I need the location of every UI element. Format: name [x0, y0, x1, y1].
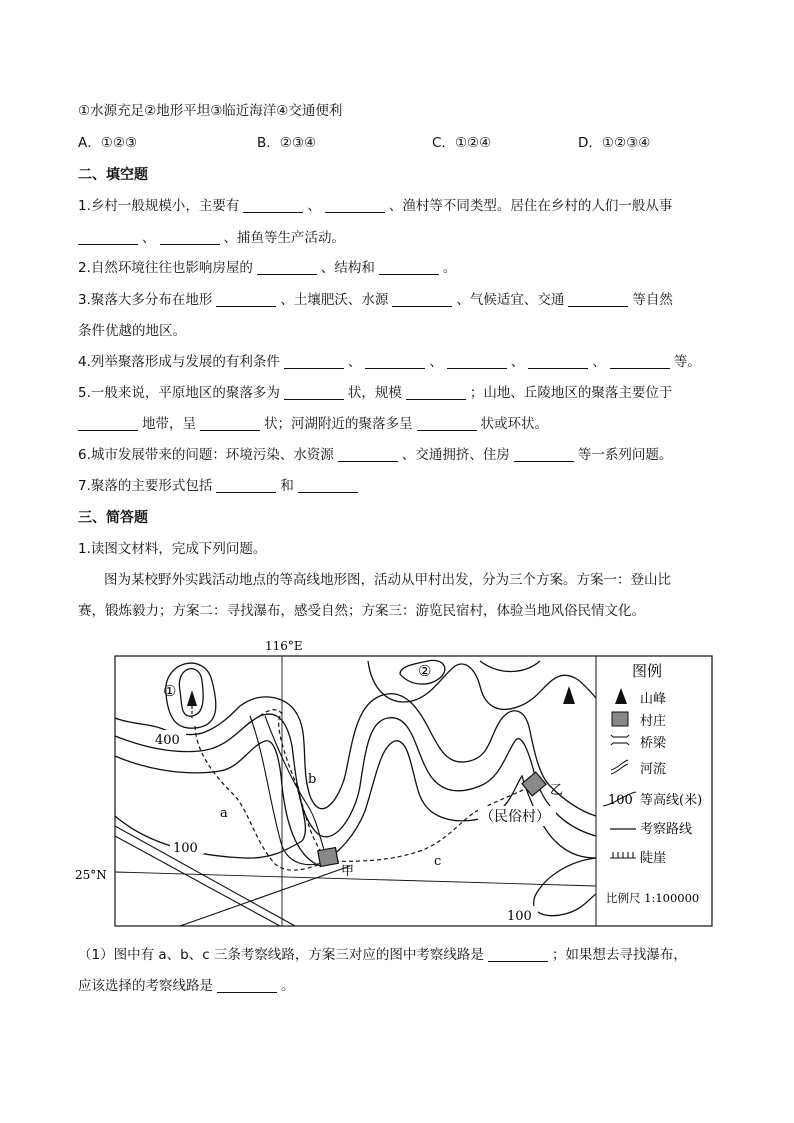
legend-label-contour: 等高线(米)	[640, 793, 703, 808]
answer-blank[interactable]	[417, 416, 477, 431]
answer-blank[interactable]	[284, 354, 344, 369]
legend-label-cliff: 陡崖	[640, 851, 667, 866]
contour-label-100: 100	[173, 841, 198, 856]
answer-blank[interactable]	[78, 416, 138, 431]
village-icon	[612, 712, 628, 726]
minsu-village-label: （民俗村）	[480, 809, 550, 825]
answer-blank[interactable]	[325, 198, 385, 213]
option-d[interactable]	[578, 134, 650, 152]
railway	[115, 826, 350, 926]
longitude-label: 116°E	[265, 639, 303, 653]
option-c[interactable]	[432, 134, 491, 152]
short-q1: 1.读图文材料，完成下列问题。	[78, 541, 267, 557]
option-b[interactable]	[257, 134, 316, 152]
answer-blank[interactable]	[243, 198, 303, 213]
village-label-jia: 甲	[341, 864, 355, 879]
answer-blank[interactable]	[284, 385, 344, 400]
answer-blank[interactable]	[217, 978, 277, 993]
answer-blank[interactable]	[257, 260, 317, 275]
answer-blank[interactable]	[298, 478, 358, 493]
legend-label-route: 考察路线	[640, 822, 693, 837]
peak-icon	[187, 690, 197, 706]
fill-q6: 6.城市发展带来的问题：环境污染、水资源 、交通拥挤、住房 等一系列问题。	[78, 447, 673, 463]
option-text: ①②④	[454, 135, 492, 151]
legend-label-peak: 山峰	[640, 692, 667, 707]
option-letter: B．	[257, 135, 280, 151]
fill-q4: 4.列举聚落形成与发展的有利条件 、 、 、 、 等。	[78, 354, 701, 370]
peak-label-1: ①	[163, 682, 177, 700]
peak-icon	[563, 686, 575, 704]
route-paths	[195, 710, 532, 870]
river-lines	[250, 716, 328, 865]
route-label-b: b	[308, 772, 317, 787]
latitude-label: 25°N	[75, 868, 107, 882]
contour-lines	[115, 660, 596, 915]
answer-blank[interactable]	[447, 354, 507, 369]
option-text: ①②③	[100, 135, 138, 151]
material-para-line1: 图为某校野外实践活动地点的等高线地形图，活动从甲村出发，分为三个方案。方案一：登山比	[104, 572, 671, 588]
sub-question-1-line1: （1）图中有 a、b、c 三条考察线路，方案三对应的图中考察线路是 ；如果想去寻找瀑布，	[78, 947, 687, 963]
legend-title: 图例	[632, 662, 663, 680]
answer-blank[interactable]	[78, 230, 138, 245]
answer-blank[interactable]	[392, 292, 452, 307]
option-letter: D．	[578, 135, 602, 151]
answer-blank[interactable]	[216, 478, 276, 493]
fill-q3-line2: 条件优越的地区。	[78, 323, 186, 339]
route-label-c: c	[434, 854, 442, 869]
fill-q2: 2.自然环境往往也影响房屋的 、结构和 。	[78, 260, 457, 276]
fill-q7: 7.聚落的主要形式包括 和	[78, 477, 362, 495]
option-a[interactable]	[78, 134, 137, 152]
legend-contour-value: 100	[608, 793, 633, 808]
answer-blank[interactable]	[528, 354, 588, 369]
option-text: ②③④	[279, 135, 317, 151]
contour-map	[70, 636, 720, 928]
peak-icon	[615, 688, 627, 704]
legend-label-village: 村庄	[640, 714, 667, 729]
river-icon	[611, 760, 628, 774]
section-title-fill: 二、填空题	[78, 167, 148, 183]
fill-q1-line1: 1.乡村一般规模小，主要有 、 、渔村等不同类型。居住在乡村的人们一般从事	[78, 198, 673, 214]
answer-blank[interactable]	[379, 260, 439, 275]
route-label-a: a	[220, 806, 228, 821]
legend-label-bridge: 桥梁	[640, 736, 667, 751]
fill-q1-line2: 、 、捕鱼等生产活动。	[78, 229, 345, 247]
sub-question-1-line2: 应该选择的考察线路是 。	[78, 978, 295, 994]
answer-blank[interactable]	[568, 292, 628, 307]
answer-blank[interactable]	[216, 292, 276, 307]
fill-q5-line1: 5.一般来说，平原地区的聚落多为 状，规模 ；山地、丘陵地区的聚落主要位于	[78, 385, 673, 401]
contour-label-400: 400	[155, 733, 180, 748]
contour-label-100: 100	[507, 909, 532, 924]
answer-blank[interactable]	[200, 416, 260, 431]
cliff-icon	[610, 852, 636, 858]
peak-label-2: ②	[418, 662, 432, 680]
answer-blank[interactable]	[365, 354, 425, 369]
village-label-yi: 乙	[550, 783, 564, 798]
material-para-line2: 赛，锻炼毅力；方案二：寻找瀑布，感受自然；方案三：游览民宿村，体验当地风俗民情文化。	[78, 603, 645, 619]
section-title-short-answer: 三、简答题	[78, 510, 148, 526]
fill-q3-line1: 3.聚落大多分布在地形 、土壤肥沃、水源 、气候适宜、交通 等自然	[78, 292, 673, 308]
option-letter: A．	[78, 135, 101, 151]
bridge-icon	[611, 735, 629, 745]
legend-label-river: 河流	[640, 762, 667, 777]
fill-q5-line2: 地带，呈 状；河湖附近的聚落多呈 状或环状。	[78, 415, 548, 433]
village-icon-jia	[318, 848, 339, 867]
answer-blank[interactable]	[488, 947, 548, 962]
latitude-line	[115, 872, 596, 886]
answer-blank[interactable]	[338, 447, 398, 462]
question-stem: ①水源充足②地形平坦③临近海洋④交通便利	[78, 103, 343, 119]
scale-label: 比例尺 1:100000	[606, 891, 700, 905]
answer-blank[interactable]	[610, 354, 670, 369]
answer-blank[interactable]	[514, 447, 574, 462]
answer-blank[interactable]	[160, 230, 220, 245]
option-letter: C．	[432, 135, 455, 151]
option-text: ①②③④	[601, 135, 651, 151]
answer-blank[interactable]	[406, 385, 466, 400]
